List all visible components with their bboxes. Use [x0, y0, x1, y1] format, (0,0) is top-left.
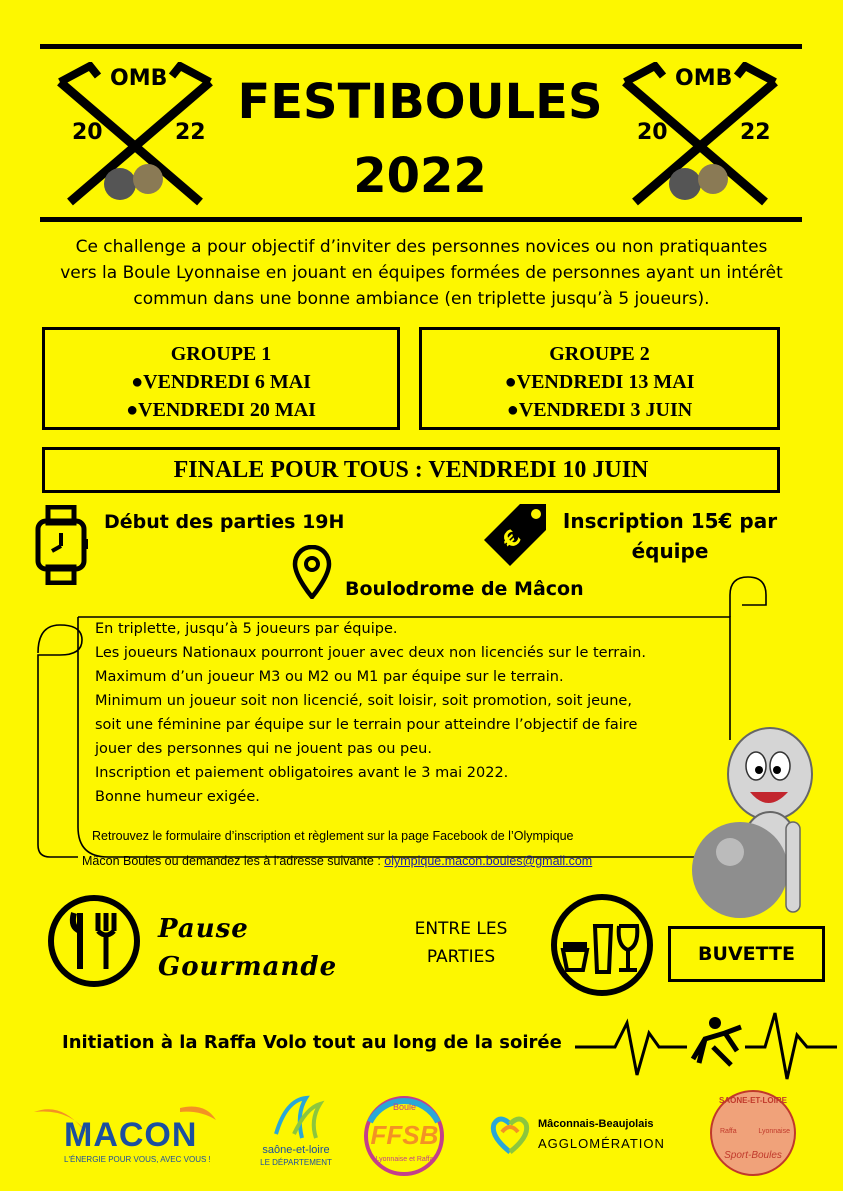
sport-boules-logo: [708, 1088, 798, 1178]
intro-line: Ce challenge a pour objectif d’inviter des personnes novices ou non pratiquantes: [75, 237, 768, 257]
heartbeat-player-icon: [575, 1005, 837, 1085]
start-time-text: Début des parties 19H: [104, 511, 345, 533]
registration-line: Inscription 15€ par: [562, 509, 778, 533]
rules-list: [95, 617, 755, 809]
rule-line: Maximum d’un joueur M3 ou M2 ou M1 par équipe sur le terrain.: [95, 669, 564, 685]
logo-year-right: 22: [175, 120, 206, 145]
svg-text:€: €: [497, 525, 527, 555]
boule-mascot: [690, 722, 830, 922]
omb-logo-right: [615, 62, 785, 212]
group-date: ●VENDREDI 6 MAI: [131, 371, 311, 393]
registration-line: équipe: [631, 539, 709, 563]
between-line: ENTRE LES: [414, 919, 508, 939]
ffsb-name: FFSB: [370, 1120, 439, 1150]
omb-logo-left: [50, 62, 220, 212]
logo-year-right: 22: [740, 120, 771, 145]
pause-line: Gourmande: [158, 952, 338, 982]
sport-boules-right: Lyonnaise: [758, 1128, 790, 1135]
macon-tagline: L'ÉNERGIE POUR VOUS, AVEC VOUS !: [64, 1155, 211, 1164]
group-title: GROUPE 2: [549, 343, 650, 365]
intro-paragraph: [20, 234, 823, 312]
agglo-line-2: AGGLOMÉRATION: [538, 1136, 665, 1151]
facebook-line-2-text: Mâcon Boules ou demandez les à l’adresse suivante :: [82, 854, 385, 868]
intro-line: commun dans une bonne ambiance (en triplette jusqu’à 5 joueurs).: [133, 289, 710, 309]
sport-boules-top: SAÔNE-ET-LOIRE: [718, 1096, 787, 1105]
saone-et-loire-logo: [256, 1094, 336, 1174]
group-1-box: [42, 327, 400, 430]
ffsb-top: Boule: [392, 1102, 417, 1112]
location-text: Boulodrome de Mâcon: [345, 578, 584, 600]
group-date: ●VENDREDI 3 JUIN: [506, 399, 693, 421]
macon-name: MACON: [64, 1116, 198, 1154]
intro-line: vers la Boule Lyonnaise en jouant en équipes formées de personnes ayant un intérêt: [60, 263, 783, 283]
saone-sub: LE DÉPARTEMENT: [260, 1158, 332, 1167]
header-top-rule: [40, 44, 802, 49]
rule-line: Inscription et paiement obligatoires avant le 3 mai 2022.: [95, 765, 509, 781]
price-tag-icon: [480, 500, 550, 570]
drinks-icon: [549, 892, 655, 998]
macon-logo: [30, 1098, 220, 1168]
ffsb-bottom: Lyonnaise et Raffa: [375, 1156, 434, 1163]
facebook-line-1: Retrouvez le formulaire d’inscription et règlement sur la page Facebook de l’Olympique: [92, 829, 574, 843]
rule-line: Les joueurs Nationaux pourront jouer avec deux non licenciés sur le terrain.: [95, 645, 646, 661]
saone-name: saône-et-loire: [262, 1144, 330, 1156]
rule-line: Minimum un joueur soit non licencié, soit loisir, soit promotion, soit jeune,: [95, 693, 632, 709]
sport-boules-left: Raffa: [720, 1128, 737, 1135]
group-date: ●VENDREDI 13 MAI: [504, 371, 695, 393]
rule-line: Bonne humeur exigée.: [95, 789, 260, 805]
agglomeration-logo: [488, 1108, 688, 1168]
cutlery-icon: [46, 893, 142, 989]
email-link[interactable]: olympique.macon.boules@gmail.com: [384, 854, 593, 868]
group-date: ●VENDREDI 20 MAI: [126, 399, 316, 421]
facebook-line-2: [82, 851, 592, 871]
group-2-box: [419, 327, 780, 430]
page-year: 2022: [353, 148, 487, 204]
rule-line: soit une féminine par équipe sur le terrain pour atteindre l’objectif de faire: [95, 717, 638, 733]
logo-year-left: 20: [72, 120, 103, 145]
pause-gourmande-text: [158, 914, 337, 982]
omb-label: OMB: [675, 66, 733, 91]
pause-line: Pause: [158, 914, 249, 944]
ffsb-logo: [362, 1094, 447, 1179]
header-bottom-rule: [40, 217, 802, 222]
saone-emblem-icon: [266, 1094, 326, 1142]
sport-boules-bottom: Sport-Boules: [724, 1150, 782, 1161]
page-title: FESTIBOULES: [237, 74, 603, 130]
logo-year-left: 20: [637, 120, 668, 145]
between-line: PARTIES: [426, 947, 496, 967]
finale-box: FINALE POUR TOUS : VENDREDI 10 JUIN: [42, 447, 780, 493]
omb-label: OMB: [110, 66, 168, 91]
agglo-heart-icon: [488, 1112, 532, 1156]
rule-line: jouer des personnes qui ne jouent pas ou peu.: [95, 741, 432, 757]
between-games-text: [395, 915, 527, 971]
initiation-text: Initiation à la Raffa Volo tout au long de la soirée: [62, 1032, 562, 1053]
registration-text: [550, 506, 790, 566]
rule-line: En triplette, jusqu’à 5 joueurs par équipe.: [95, 621, 398, 637]
buvette-box: BUVETTE: [668, 926, 825, 982]
group-title: GROUPE 1: [170, 343, 272, 365]
agglo-line-1: Mâconnais-Beaujolais: [538, 1118, 654, 1130]
